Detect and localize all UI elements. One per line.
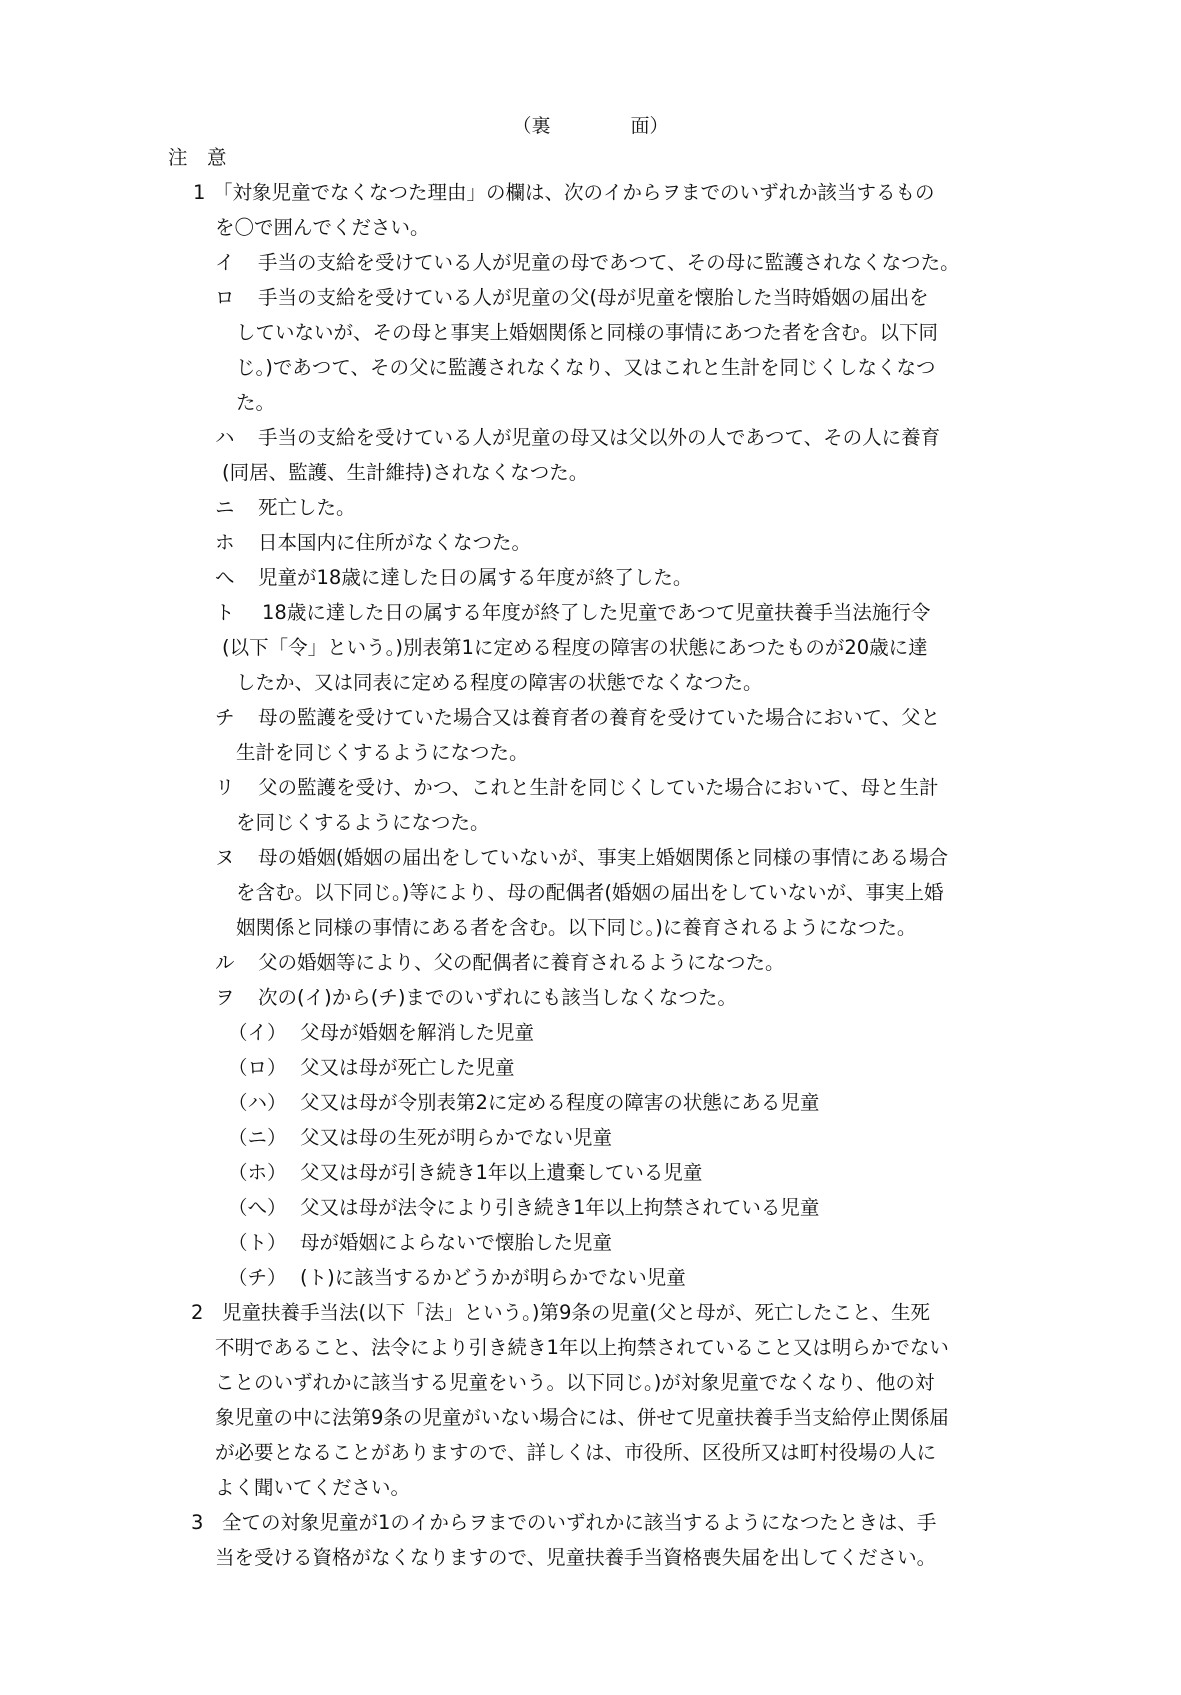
item-label-ro: ロ xyxy=(215,286,235,309)
section-2-line: 児童扶養手当法(以下「法」という。)第9条の児童(父と母が、死亡したこと、生死 xyxy=(222,1301,930,1324)
item-label-i: イ xyxy=(215,251,235,274)
title-left: （裏 xyxy=(512,115,551,137)
item-chi-text: 母の監護を受けていた場合又は養育者の養育を受けていた場合において、父と xyxy=(258,706,941,729)
section-1-line: 「対象児童でなくなつた理由」の欄は、次のイからヲまでのいずれか該当するもの xyxy=(213,181,935,204)
item-wo-text: 次の(イ)から(チ)までのいずれにも該当しなくなつた。 xyxy=(258,986,737,1009)
subitem-label: （ロ） xyxy=(228,1056,287,1079)
subitem-label: （チ） xyxy=(228,1266,287,1289)
subitem-label: （へ） xyxy=(228,1196,287,1219)
item-label-ru: ル xyxy=(215,951,235,974)
item-label-wo: ヲ xyxy=(215,986,235,1009)
section-2-line: が必要となることがありますので、詳しくは、市役所、区役所又は町村役場の人に xyxy=(215,1441,937,1464)
title-right: 面） xyxy=(630,115,669,137)
item-nu-text: を含む。以下同じ。)等により、母の配偶者(婚姻の届出をしていないが、事実上婚 xyxy=(236,881,944,904)
section-3-line: 当を受ける資格がなくなりますので、児童扶養手当資格喪失届を出してください。 xyxy=(215,1546,937,1569)
item-ri-text: 父の監護を受け、かつ、これと生計を同じくしていた場合において、母と生計 xyxy=(258,776,939,799)
subitem-label: （ハ） xyxy=(228,1091,287,1114)
item-i-text: 手当の支給を受けている人が児童の母であつて、その母に監護されなくなつた。 xyxy=(258,251,960,274)
section-1-number: 1 xyxy=(193,181,206,204)
item-label-chi: チ xyxy=(215,706,235,729)
section-2-line: 象児童の中に法第9条の児童がいない場合には、併せて児童扶養手当支給停止関係届 xyxy=(215,1406,949,1429)
subitem-text: (ト)に該当するかどうかが明らかでない児童 xyxy=(300,1266,686,1289)
item-ro-text: た。 xyxy=(236,391,276,414)
section-1-line: を〇で囲んでください。 xyxy=(215,216,430,239)
subitem-text: 父又は母が死亡した児童 xyxy=(300,1056,515,1079)
subitem-text: 父又は母が法令により引き続き1年以上拘禁されている児童 xyxy=(300,1196,820,1219)
item-label-ri: リ xyxy=(215,776,235,799)
item-ro-text: じ。)であつて、その父に監護されなくなり、又はこれと生計を同じくしなくなつ xyxy=(236,356,936,379)
item-ri-text: を同じくするようになつた。 xyxy=(236,811,490,834)
item-ro-text: 手当の支給を受けている人が児童の父(母が児童を懐胎した当時婚姻の届出を xyxy=(258,286,929,309)
item-to-text: したか、又は同表に定める程度の障害の状態でなくなつた。 xyxy=(236,671,763,694)
subitem-text: 父母が婚姻を解消した児童 xyxy=(300,1021,535,1044)
subitem-label: （ト） xyxy=(228,1231,287,1254)
item-to-text: 18歳に達した日の属する年度が終了した児童であつて児童扶養手当法施行令 xyxy=(262,601,931,624)
subitem-label: （ニ） xyxy=(228,1126,287,1149)
item-label-to: ト xyxy=(215,601,235,624)
notice-heading: 注 意 xyxy=(168,146,227,169)
section-3-number: 3 xyxy=(191,1511,204,1534)
item-label-ha: ハ xyxy=(215,426,235,449)
item-ho-text: 日本国内に住所がなくなつた。 xyxy=(258,531,532,554)
section-2-line: 不明であること、法令により引き続き1年以上拘禁されていること又は明らかでない xyxy=(215,1336,949,1359)
subitem-text: 父又は母が引き続き1年以上遺棄している児童 xyxy=(300,1161,703,1184)
item-label-ni: ニ xyxy=(215,496,235,519)
item-label-he: へ xyxy=(215,566,235,589)
page-title xyxy=(0,111,1181,138)
item-to-text: (以下「令」という。)別表第1に定める程度の障害の状態にあつたものが20歳に達 xyxy=(222,636,928,659)
section-2-number: 2 xyxy=(191,1301,204,1324)
item-ni-text: 死亡した。 xyxy=(258,496,356,519)
item-ru-text: 父の婚姻等により、父の配偶者に養育されるようになつた。 xyxy=(258,951,785,974)
item-nu-text: 母の婚姻(婚姻の届出をしていないが、事実上婚姻関係と同様の事情にある場合 xyxy=(258,846,949,869)
section-3-line: 全ての対象児童が1のイからヲまでのいずれかに該当するようになつたときは、手 xyxy=(222,1511,937,1534)
section-2-line: よく聞いてください。 xyxy=(215,1476,411,1499)
item-nu-text: 姻関係と同様の事情にある者を含む。以下同じ。)に養育されるようになつた。 xyxy=(236,916,917,939)
subitem-label: （ホ） xyxy=(228,1161,287,1184)
item-label-ho: ホ xyxy=(215,531,235,554)
item-chi-text: 生計を同じくするようになつた。 xyxy=(236,741,529,764)
subitem-text: 父又は母の生死が明らかでない児童 xyxy=(300,1126,613,1149)
subitem-text: 母が婚姻によらないで懐胎した児童 xyxy=(300,1231,613,1254)
item-label-nu: ヌ xyxy=(215,846,235,869)
item-he-text: 児童が18歳に達した日の属する年度が終了した。 xyxy=(258,566,693,589)
section-2-line: ことのいずれかに該当する児童をいう。以下同じ。)が対象児童でなくなり、他の対 xyxy=(215,1371,935,1394)
item-ro-text: していないが、その母と事実上婚姻関係と同様の事情にあつた者を含む。以下同 xyxy=(236,321,939,344)
item-ha-text: (同居、監護、生計維持)されなくなつた。 xyxy=(222,461,589,484)
subitem-text: 父又は母が令別表第2に定める程度の障害の状態にある児童 xyxy=(300,1091,820,1114)
subitem-label: （イ） xyxy=(228,1021,287,1044)
item-ha-text: 手当の支給を受けている人が児童の母又は父以外の人であつて、その人に養育 xyxy=(258,426,941,449)
